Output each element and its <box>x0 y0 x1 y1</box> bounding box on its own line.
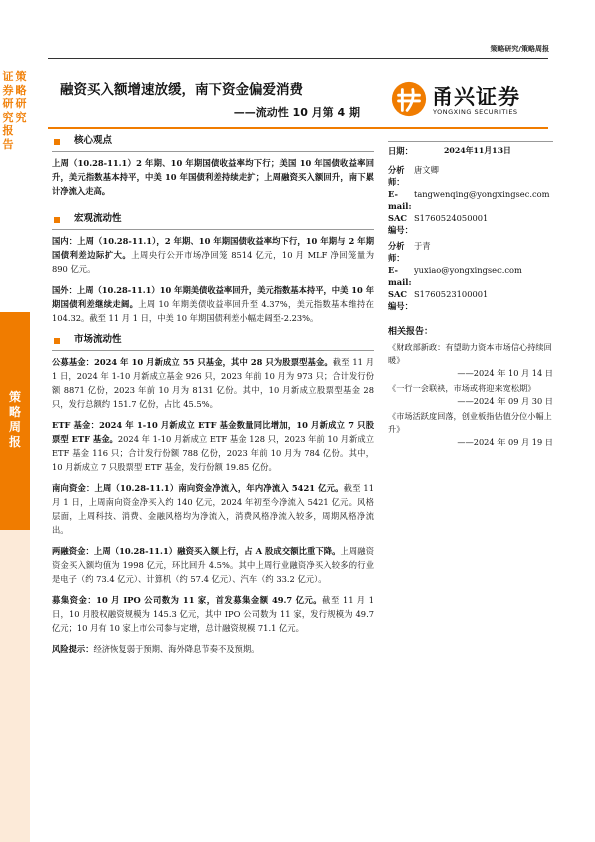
analyst-1 <box>388 164 553 236</box>
analyst-2 <box>388 240 553 312</box>
company-logo <box>390 80 550 122</box>
sidebar-top <box>0 70 30 320</box>
logo-mark-icon <box>390 80 428 118</box>
sac-label: SAC 编号： <box>388 213 413 235</box>
sidebar-band <box>0 312 30 530</box>
analyst-email[interactable]: tangwenqing@yongxingsec.com <box>414 189 550 199</box>
market-etf-funds: ETF 基金：2024 年 1-10 月新成立 ETF 基金数量同比增加，10 月新成立 7 只股票型 ETF 基金。2024 年 1-10 月新成立 ETF 基金 128 只，2023 年前 10 月新成立 ETF 基金 116 只；合计发行份额 788 亿份，2023 年前 10 月为 784 亿份。其中，10 月新成立 7 只股票型 ETF 基金，发行份额 19.85 亿份。 <box>52 420 374 472</box>
title-rule <box>48 127 548 129</box>
report-subtitle: ——流动性 10 月第 4 期 <box>233 106 360 119</box>
logo-name: 甬兴证券 <box>432 85 520 109</box>
market-fundraising: 募集资金：10 月 IPO 公司数为 11 家，首发募集金额 49.7 亿元。截至 11 月 1 日，10 月股权融资规模为 145.3 亿元，其中 IPO 公司数为 11 家，发行规模为 49.7 亿元；10 月有 10 家上市公司参与定增，总计融资规模 71.1 亿元。 <box>52 595 375 633</box>
header-rule <box>48 58 548 59</box>
section-marker-icon <box>54 338 60 344</box>
section-heading-core <box>54 133 374 149</box>
analyst-sac: S1760524050001 <box>414 213 489 223</box>
main-column <box>52 133 374 663</box>
core-summary: 上周（10.28-11.1）2 年期、10 年期国债收益率均下行；美国 10 年国债收益率回升，美元指数基本持平，中美 10 年国债利差持续走扩；上周融资买入额回升，南下累计净流入走高。 <box>52 158 374 196</box>
related-report-date: ——2024 年 09 月 30 日 <box>457 396 553 406</box>
analyst-email[interactable]: yuxiao@yongxingsec.com <box>414 265 522 275</box>
related-report-2[interactable] <box>388 382 553 408</box>
analyst-name: 于青 <box>414 241 431 251</box>
date-value: 2024年11月13日 <box>444 146 511 155</box>
email-label: E-mail: <box>388 265 412 287</box>
related-report-title: 《市场活跃度回落，创业板指估值分位小幅上升》 <box>388 411 552 434</box>
logo-english-name: YONGXING SECURITIES <box>433 108 518 116</box>
email-label: E-mail: <box>388 189 412 211</box>
analyst-sac: S1760523100001 <box>414 289 489 299</box>
section-marker-icon <box>54 217 60 223</box>
related-report-date: ——2024 年 10 月 14 日 <box>457 368 553 378</box>
date-label: 日期： <box>388 146 413 156</box>
market-public-funds: 公募基金：2024 年 10 月新成立 55 只基金，其中 28 只为股票型基金。截至 11 月 1 日，2024 年 1-10 月新成立基金 926 只，2023 年前 10 月为 973 只；合计发行份额 8871 亿份，2023 年前 10 月为 8131 亿份。其中，10 月新成立股票型基金 28 只，发行总额约 151.7 亿份，占比 45.5%。 <box>52 357 374 409</box>
market-margin: 两融资金：上周（10.28-11.1）融资买入额上行，占 A 股成交额比重下降。上周融资资金买入额均值为 1998 亿元，环比回升 4.5%。其中上周行业融资净买入较多的行业是电子（约 73.4 亿元）、计算机（约 57.4 亿元）、汽车（约 33.2 亿元）。 <box>52 546 374 584</box>
sidebar-label-strategy: 策略研究 <box>15 70 27 124</box>
sidebar-footer-band <box>0 530 30 842</box>
analyst-name: 唐文卿 <box>414 165 439 175</box>
section-rule <box>52 229 374 230</box>
related-report-3[interactable] <box>388 410 553 449</box>
sidebar-label-report: 证券研究报告 <box>2 70 14 151</box>
related-report-date: ——2024 年 09 月 19 日 <box>457 437 553 447</box>
section-heading-text: 市场流动性 <box>74 334 122 345</box>
section-rule <box>52 151 374 152</box>
risk-warning: 风险提示：经济恢复弱于预期、海外降息节奏不及预期。 <box>52 644 260 654</box>
related-reports-heading: 相关报告： <box>388 327 434 337</box>
analyst-label: 分析师： <box>388 165 405 187</box>
report-category-tag: 策略研究/策略周报 <box>490 45 549 53</box>
sidebar-label-weekly: 策略周报 <box>9 390 22 449</box>
section-heading-market <box>54 332 374 348</box>
related-report-1[interactable] <box>388 341 553 380</box>
section-heading-text: 宏观流动性 <box>74 213 122 224</box>
section-rule <box>52 350 374 351</box>
info-column <box>388 141 553 451</box>
title-block <box>60 78 360 120</box>
macro-overseas: 国外：上周（10.28-11.1）10 年期美债收益率回升，美元指数基本持平，中美 10 年期国债利差继续走阔。上周 10 年期美债收益率回升至 4.37%，美元指数基本维持在 104.32。截至 11 月 1 日，中美 10 年期国债利差小幅走阔至-2.23%。 <box>52 285 375 323</box>
section-heading-text: 核心观点 <box>74 135 113 146</box>
macro-domestic: 国内：上周（10.28-11.1），2 年期、10 年期国债收益率均下行，10 年期与 2 年期国债利差边际扩大。上周央行公开市场净回笼 8514 亿元，10 月 MLF 净回笼量为 890 亿元。 <box>52 236 374 274</box>
market-southbound: 南向资金：上周（10.28-11.1）南向资金净流入，年内净流入 5421 亿元。截至 11 月 1 日，上周南向资金净买入约 140 亿元，2024 年初至今净流入 5421 亿元。风格层面，上周科技、消费、金融风格均为净流入，消费风格净流入较多，周期风格净流出。 <box>52 483 374 535</box>
sac-label: SAC 编号： <box>388 289 413 311</box>
related-report-title: 《财政部新政：有望助力资本市场信心持续回暖》 <box>388 342 552 365</box>
report-title: 融资买入额增速放缓，南下资金偏爱消费 <box>60 82 303 98</box>
section-heading-macro <box>54 211 374 227</box>
report-date <box>388 142 553 164</box>
analyst-label: 分析师： <box>388 241 405 263</box>
related-report-title: 《一行一会联袂，市场或将迎来宽松期》 <box>388 383 536 393</box>
section-marker-icon <box>54 139 60 145</box>
